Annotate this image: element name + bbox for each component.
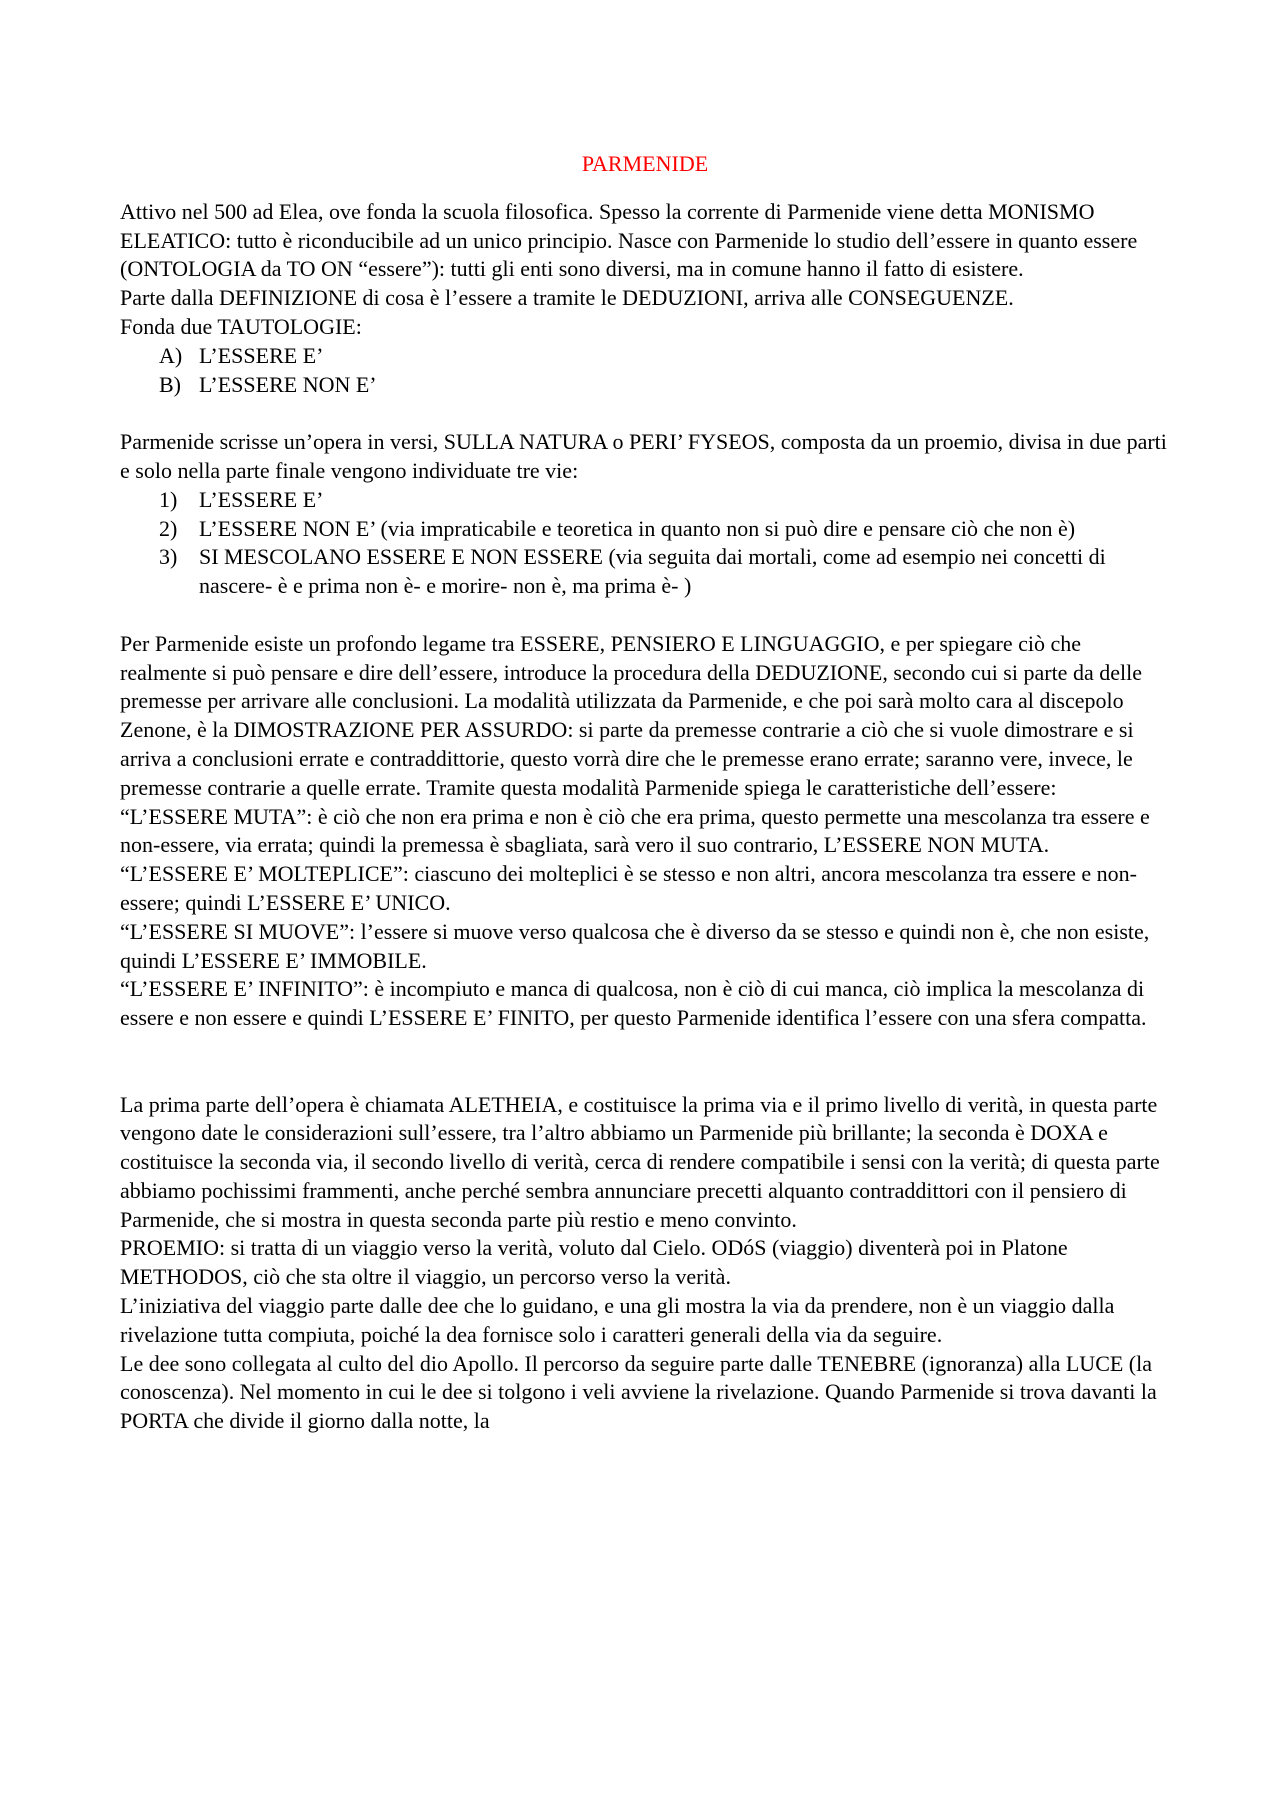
list-item-text: L’ESSERE E’ — [199, 486, 324, 512]
list-item — [120, 486, 1170, 515]
list-marker: 3) — [159, 544, 178, 570]
list-item-text: SI MESCOLANO ESSERE E NON ESSERE (via seguita dai mortali, come ad esempio nei concetti di nascere- è e prima non è- e morire- non è, ma prima è- ) — [199, 544, 1106, 599]
paragraph-essere-si-muove: “L’ESSERE SI MUOVE”: l’essere si muove verso qualcosa che è diverso da se stesso e quindi non è, che non esiste, quindi L’ESSERE E’ IMMOBILE. — [120, 918, 1150, 973]
paragraph-dee: Le dee sono collegata al culto del dio Apollo. Il percorso da seguire parte dalle TENEBRE (ignoranza) alla LUCE (la conoscenza). Nel momento in cui le dee si tolgono i veli avviene la rivelazione. Quando Parmenide si trova davanti la PORTA che divide il giorno dalla notte, la — [120, 1350, 1157, 1434]
paragraph-essere-muta: “L’ESSERE MUTA”: è ciò che non era prima e non è ciò che era prima, questo permette una mescolanza tra essere e non-essere, via errata; quindi la premessa è sbagliata, sarà vero il suo contrario, L’ESSERE NON MUTA. — [120, 803, 1150, 858]
paragraph-aletheia-doxa: La prima parte dell’opera è chiamata ALETHEIA, e costituisce la prima via e il primo livello di verità, in questa parte vengono date le considerazioni sull’essere, tra l’altro abbiamo un Parmenide più brillante; la seconda è DOXA e costituisce la seconda via, il secondo livello di verità, cerca di rendere compatibile i sensi con la verità; di questa parte abbiamo pochissimi frammenti, anche perché sembra annunciare precetti alquanto contraddittori con il pensiero di Parmenide, che si mostra in questa seconda parte più restio e meno convinto. — [120, 1091, 1160, 1232]
paragraph-spacer — [120, 1062, 1170, 1091]
list-item — [120, 515, 1170, 544]
paragraph-deduction: Parte dalla DEFINIZIONE di cosa è l’essere a tramite le DEDUZIONI, arriva alle CONSEGUENZE. — [120, 285, 1014, 311]
paragraph-proemio: PROEMIO: si tratta di un viaggio verso la verità, voluto dal Cielo. ODóS (viaggio) diventerà poi in Platone METHODOS, ciò che sta oltre il viaggio, un percorso verso la verità. — [120, 1235, 1068, 1290]
paragraph-essere-molteplice: “L’ESSERE E’ MOLTEPLICE”: ciascuno dei molteplici è se stesso e non altri, ancora mescolanza tra essere e non-essere; quindi L’ESSERE E’ UNICO. — [120, 861, 1137, 915]
list-item-text: L’ESSERE NON E’ — [199, 371, 377, 397]
list-marker: A) — [159, 342, 183, 368]
list-item-text: L’ESSERE NON E’ (via impraticabile e teoretica in quanto non si può dire e pensare ciò che non è) — [199, 515, 1076, 541]
list-item — [120, 371, 1170, 400]
paragraph-tautologies-lead: Fonda due TAUTOLOGIE: — [120, 313, 362, 339]
paragraph-work: Parmenide scrisse un’opera in versi, SULLA NATURA o PERI’ FYSEOS, composta da un proemio, divisa in due parti e solo nella parte finale vengono individuate tre vie: — [120, 429, 1167, 483]
paragraph-essere-infinito: “L’ESSERE E’ INFINITO”: è incompiuto e manca di qualcosa, non è ciò di cui manca, ciò implica la mescolanza di essere e non essere e quindi L’ESSERE E’ FINITO, per questo Parmenide identifica l’essere con una sfera compatta. — [120, 976, 1147, 1031]
document-body — [120, 150, 1170, 1436]
list-item — [120, 342, 1170, 371]
paragraph-intro: Attivo nel 500 ad Elea, ove fonda la scuola filosofica. Spesso la corrente di Parmenide viene detta MONISMO ELEATICO: tutto è riconducibile ad un unico principio. Nasce con Parmenide lo studio dell’essere in quanto essere (ONTOLOGIA da TO ON “essere”): tutti gli enti sono diversi, ma in comune hanno il fatto di esistere. — [120, 198, 1138, 282]
paragraph-iniziativa: L’iniziativa del viaggio parte dalle dee che lo guidano, e una gli mostra la via da prendere, non è un viaggio dalla rivelazione tutta compiuta, poiché la dea fornisce solo i caratteri generali della via da seguire. — [120, 1293, 1115, 1347]
paragraph-spacer — [120, 399, 1170, 428]
paragraph-spacer — [120, 1033, 1170, 1062]
list-marker: 2) — [159, 515, 178, 541]
list-item-text: L’ESSERE E’ — [199, 342, 324, 368]
tautologies-list — [120, 342, 1170, 400]
paragraph-logic: Per Parmenide esiste un profondo legame tra ESSERE, PENSIERO E LINGUAGGIO, e per spiegare ciò che realmente si può pensare e dire dell’essere, introduce la procedura della DEDUZIONE, secondo cui si parte da delle premesse per arrivare alle conclusioni. La modalità utilizzata da Parmenide, e che poi sarà molto cara al discepolo Zenone, è la DIMOSTRAZIONE PER ASSURDO: si parte da premesse contrarie a ciò che si vuole dimostrare e si arriva a conclusioni errate e contraddittorie, questo vorrà dire che le premesse erano errate; saranno vere, invece, le premesse contrarie a quelle errate. Tramite questa modalità Parmenide spiega le caratteristiche dell’essere: — [120, 630, 1142, 800]
list-item — [120, 543, 1170, 601]
list-marker: 1) — [159, 486, 178, 512]
list-marker: B) — [159, 371, 181, 397]
vie-list — [120, 486, 1170, 601]
paragraph-spacer — [120, 601, 1170, 630]
document-title: PARMENIDE — [581, 151, 709, 176]
